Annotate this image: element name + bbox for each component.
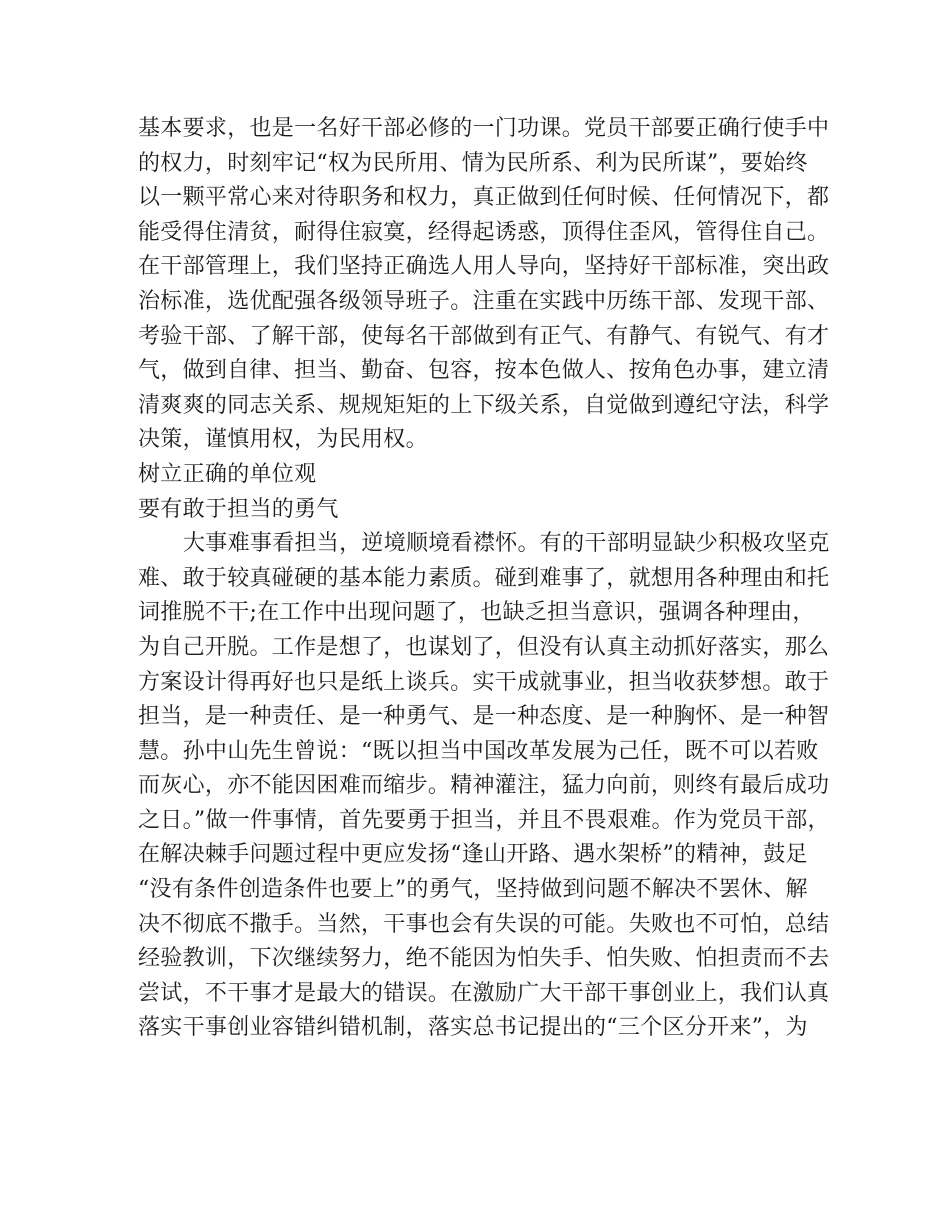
- text-line: 落实干事创业容错纠错机制，落实总书记提出的“三个区分开来”，为: [138, 1015, 808, 1041]
- text-line: 气，做到自律、担当、勤奋、包容，按本色做人、按角色办事，建立清: [138, 358, 830, 384]
- text-line: 在干部管理上，我们坚持正确选人用人导向，坚持好干部标准，突出政: [138, 254, 830, 280]
- paragraph: [138, 112, 830, 458]
- text-line: 之日。”做一件事情，首先要勇于担当，并且不畏艰难。作为党员干部，: [138, 807, 830, 833]
- text-line: 决策，谨慎用权，为民用权。: [138, 427, 428, 453]
- document-page: [138, 112, 830, 1046]
- text-line: 担当，是一种责任、是一种勇气、是一种态度、是一种胸怀、是一种智: [138, 704, 830, 730]
- text-line: 能受得住清贫，耐得住寂寞，经得起诱惑，顶得住歪风，管得住自己。: [138, 219, 830, 245]
- text-line: 大事难事看担当，逆境顺境看襟怀。有的干部明显缺少积极攻坚克: [183, 531, 830, 557]
- text-line: 尝试，不干事才是最大的错误。在激励广大干部干事创业上，我们认真: [138, 980, 830, 1006]
- text-line: 基本要求，也是一名好干部必修的一门功课。党员干部要正确行使手中: [138, 116, 830, 141]
- paragraph: [138, 493, 821, 528]
- text-line: 以一颗平常心来对待职务和权力，真正做到任何时候、任何情况下，都: [138, 185, 830, 211]
- paragraph: [138, 527, 830, 1046]
- text-line: 慧。孙中山先生曾说：“既以担当中国改革发展为己任，既不可以若败: [138, 738, 819, 764]
- text-line: 难、敢于较真碰硬的基本能力素质。碰到难事了，就想用各种理由和托: [138, 565, 830, 591]
- text-line: 要有敢于担当的勇气: [138, 496, 339, 522]
- text-line: 方案设计得再好也只是纸上谈兵。实干成就事业，担当收获梦想。敢于: [138, 669, 830, 695]
- text-line: 而灰心，亦不能因困难而缩步。精神灌注，猛力向前，则终有最后成功: [138, 773, 830, 799]
- text-line: 在解决棘手问题过程中更应发扬“逢山开路、遇水架桥”的精神，鼓足: [138, 842, 808, 868]
- text-line: 词推脱不干;在工作中出现问题了，也缺乏担当意识，强调各种理由，: [138, 600, 815, 626]
- text-line: 决不彻底不撒手。当然，干事也会有失误的可能。失败也不可怕，总结: [138, 911, 830, 937]
- text-line: 考验干部、了解干部，使每名干部做到有正气、有静气、有锐气、有才: [138, 323, 830, 349]
- text-line: 的权力，时刻牢记“权为民所用、情为民所系、利为民所谋”，要始终: [138, 150, 808, 176]
- text-line: 经验教训，下次继续努力，绝不能因为怕失手、怕失败、怕担责而不去: [138, 946, 830, 972]
- text-line: 清爽爽的同志关系、规规矩矩的上下级关系，自觉做到遵纪守法，科学: [138, 392, 830, 418]
- paragraph: [138, 458, 821, 493]
- text-line: 树立正确的单位观: [138, 461, 317, 487]
- text-line: 为自己开脱。工作是想了，也谋划了，但没有认真主动抓好落实，那么: [138, 634, 830, 660]
- text-line: 治标准，选优配强各级领导班子。注重在实践中历练干部、发现干部、: [138, 288, 830, 314]
- text-line: “没有条件创造条件也要上”的勇气，坚持做到问题不解决不罢休、解: [138, 877, 808, 903]
